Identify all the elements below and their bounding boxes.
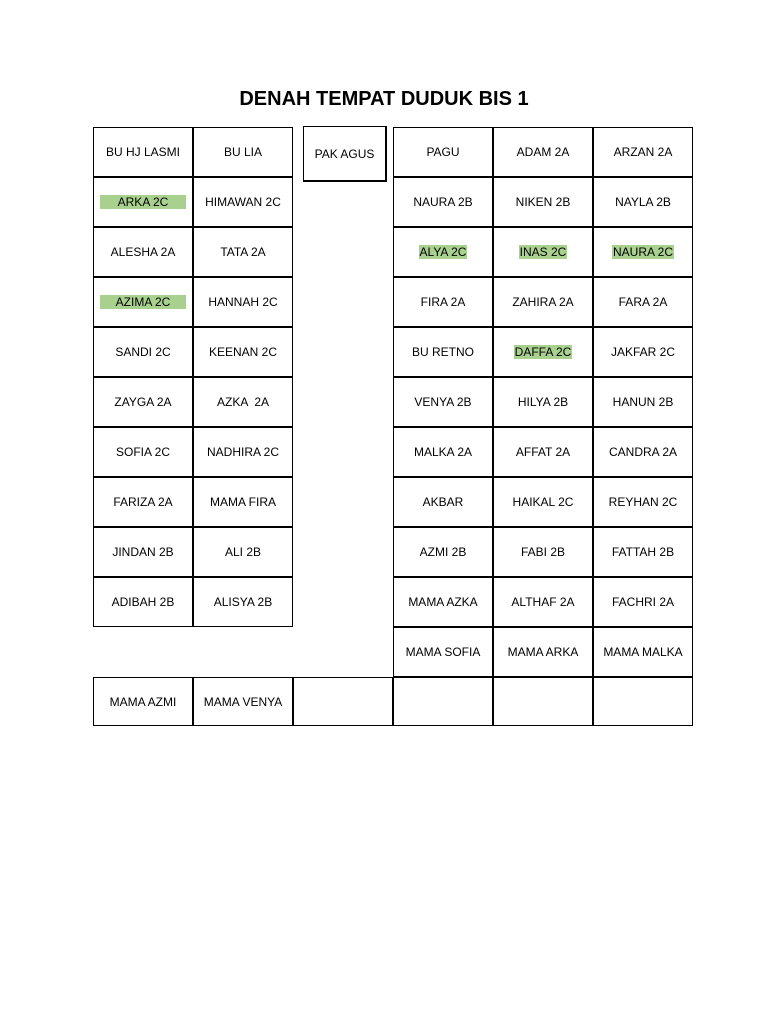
driver-label: PAK AGUS [314,146,375,161]
seat-left-10-1 [93,577,193,627]
seat-label: NAURA 2B [413,195,473,209]
seat-label: HAIKAL 2C [512,495,574,509]
seat-label: BU RETNO [411,345,474,359]
seat-label: ZAYGA 2A [114,395,172,409]
seat-label: HANUN 2B [612,395,674,409]
seat-label: KEENAN 2C [208,345,278,359]
seat-left-5-1 [93,327,193,377]
seat-left-6-1 [93,377,193,427]
seat-right-1-3 [593,127,693,177]
seat-label: MAMA FIRA [209,495,276,509]
seat-right-11-2 [493,627,593,677]
seat-right-4-1 [393,277,493,327]
seat-right-4-3 [593,277,693,327]
seat-label: MALKA 2A [413,445,473,459]
seat-label: REYHAN 2C [608,495,678,509]
seat-label: ALTHAF 2A [511,595,575,609]
seat-label: AFFAT 2A [515,445,571,459]
seat-left-1-1 [93,127,193,177]
seat-back-1 [93,677,193,726]
seat-label: MAMA MALKA [603,645,683,659]
seat-right-4-2 [493,277,593,327]
driver-seat [303,126,387,182]
seat-right-7-1 [393,427,493,477]
seat-right-9-3 [593,527,693,577]
seat-right-3-1 [393,227,493,277]
seat-label: CANDRA 2A [608,445,678,459]
seat-label: NADHIRA 2C [206,445,280,459]
seat-left-7-1 [93,427,193,477]
seat-label: ARKA 2C [100,195,186,209]
seat-label: JAKFAR 2C [610,345,676,359]
seat-right-6-3 [593,377,693,427]
seat-right-8-1 [393,477,493,527]
seat-label: PAGU [426,145,460,159]
seat-left-4-2 [193,277,293,327]
page-title: DENAH TEMPAT DUDUK BIS 1 [239,88,529,110]
seat-right-5-3 [593,327,693,377]
seat-right-5-2 [493,327,593,377]
seat-back-3 [293,677,393,726]
seat-label: ALI 2B [224,545,262,559]
seat-back-2 [193,677,293,726]
seat-left-6-2 [193,377,293,427]
seat-left-8-2 [193,477,293,527]
seat-label: BU LIA [223,145,262,159]
seat-label: AZIMA 2C [100,295,186,309]
seat-label: HILYA 2B [517,395,569,409]
seat-label: FATTAH 2B [611,545,675,559]
seat-label: FABI 2B [520,545,566,559]
seat-label: TATA 2A [220,245,266,259]
seat-left-3-2 [193,227,293,277]
seat-right-5-1 [393,327,493,377]
seat-label: FACHRI 2A [611,595,674,609]
seat-left-3-1 [93,227,193,277]
seat-right-2-1 [393,177,493,227]
seat-label: FIRA 2A [420,295,466,309]
seat-left-2-2 [193,177,293,227]
seat-right-10-2 [493,577,593,627]
seat-label: AZKA 2A [216,395,270,409]
seat-label: SOFIA 2C [115,445,171,459]
seat-left-9-1 [93,527,193,577]
seat-right-1-2 [493,127,593,177]
seat-right-6-2 [493,377,593,427]
seat-right-7-3 [593,427,693,477]
seat-left-7-2 [193,427,293,477]
seat-right-3-2 [493,227,593,277]
seat-label: NAYLA 2B [615,195,671,209]
seat-left-9-2 [193,527,293,577]
seat-label: HANNAH 2C [208,295,278,309]
seat-label: AZMI 2B [419,545,467,559]
seat-label: ADAM 2A [516,145,570,159]
seat-right-10-1 [393,577,493,627]
seat-label: NIKEN 2B [515,195,571,209]
seat-left-4-1 [93,277,193,327]
seat-label: ALISYA 2B [213,595,273,609]
seat-back-5 [493,677,593,726]
seat-right-11-3 [593,627,693,677]
seat-right-6-1 [393,377,493,427]
seat-right-8-3 [593,477,693,527]
seat-label: SANDI 2C [115,345,171,359]
seat-label: FARIZA 2A [113,495,173,509]
seat-label: ALESHA 2A [110,245,176,259]
seat-back-4 [393,677,493,726]
seat-label: MAMA SOFIA [405,645,481,659]
seat-label: ZAHIRA 2A [512,295,574,309]
seat-left-10-2 [193,577,293,627]
seat-label: JINDAN 2B [112,545,174,559]
seat-label: MAMA VENYA [203,694,283,709]
seat-right-3-3 [593,227,693,277]
seat-label: VENYA 2B [414,395,472,409]
seat-label: NAURA 2C [612,245,674,259]
seat-right-9-2 [493,527,593,577]
seat-label: MAMA AZMI [109,694,177,709]
seat-left-5-2 [193,327,293,377]
seat-left-1-2 [193,127,293,177]
seat-right-8-2 [493,477,593,527]
seat-label: ADIBAH 2B [111,595,175,609]
seat-back-6 [593,677,693,726]
seat-label: ARZAN 2A [613,145,673,159]
seat-label: INAS 2C [519,245,567,259]
seat-label: ALYA 2C [419,245,467,259]
seat-left-2-1 [93,177,193,227]
seat-label: BU HJ LASMI [105,145,180,159]
seat-right-7-2 [493,427,593,477]
seat-label: FARA 2A [618,295,668,309]
seat-right-9-1 [393,527,493,577]
seat-right-11-1 [393,627,493,677]
seat-left-8-1 [93,477,193,527]
seat-label: MAMA AZKA [408,595,478,609]
seat-label: DAFFA 2C [514,345,572,359]
seat-right-2-2 [493,177,593,227]
seat-right-1-1 [393,127,493,177]
seat-right-2-3 [593,177,693,227]
seat-label: MAMA ARKA [507,645,579,659]
seat-label: HIMAWAN 2C [205,195,281,209]
seat-right-10-3 [593,577,693,627]
seat-label: AKBAR [422,495,464,509]
